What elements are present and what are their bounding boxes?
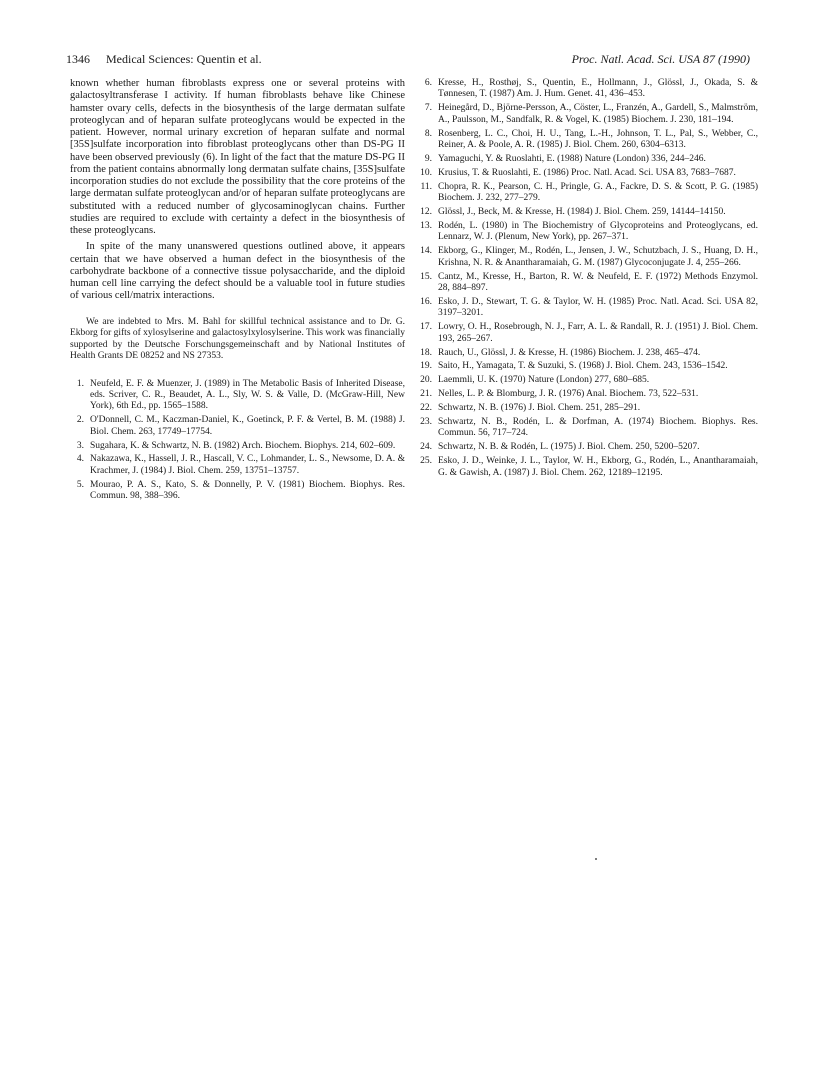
reference-item	[70, 480, 405, 503]
reference-number: 13.	[420, 220, 432, 231]
reference-list-right	[418, 78, 758, 479]
reference-item	[70, 415, 405, 438]
reference-text: Kresse, H., Rosthøj, S., Quentin, E., Hollmann, J., Glössl, J., Okada, S. & Tønnesen, T. (1987) Am. J. Hum. Genet. 41, 436–453.	[438, 78, 758, 100]
reference-text: Mourao, P. A. S., Kato, S. & Donnelly, P. V. (1981) Biochem. Biophys. Res. Commun. 98, 388–396.	[90, 479, 405, 502]
reference-number: 12.	[420, 207, 432, 218]
reference-item	[418, 389, 758, 400]
reference-item	[418, 361, 758, 372]
reference-item	[70, 454, 405, 477]
running-head: Medical Sciences: Quentin et al.	[106, 52, 262, 66]
reference-text: Laemmli, U. K. (1970) Nature (London) 277, 680–685.	[438, 375, 650, 386]
reference-text: Glössl, J., Beck, M. & Kresse, H. (1984) J. Biol. Chem. 259, 14144–14150.	[438, 207, 726, 218]
reference-number: 22.	[420, 403, 432, 414]
reference-number: 5.	[76, 479, 84, 490]
reference-number: 2.	[76, 415, 84, 426]
reference-text: Chopra, R. K., Pearson, C. H., Pringle, G. A., Fackre, D. S. & Scott, P. G. (1985) Biochem. J. 232, 277–279.	[438, 181, 758, 204]
reference-number: 9.	[424, 153, 432, 164]
reference-item	[418, 103, 758, 126]
reference-text: Schwartz, N. B., Rodén, L. & Dorfman, A. (1974) Biochem. Biophys. Res. Commun. 56, 717–724.	[438, 417, 758, 439]
reference-number: 14.	[420, 246, 432, 257]
reference-text: Schwartz, N. B. & Rodén, L. (1975) J. Biol. Chem. 250, 5200–5207.	[438, 442, 700, 453]
reference-number: 8.	[424, 128, 432, 139]
reference-text: Neufeld, E. F. & Muenzer, J. (1989) in The Metabolic Basis of Inherited Disease, eds. Scriver, C. R., Beaudet, A. L., Sly, W. S. & Valle, D. (McGraw-Hill, New York), 6th Ed., pp. 1565–1588.	[90, 378, 405, 412]
reference-number: 11.	[420, 181, 432, 192]
reference-number: 10.	[420, 167, 432, 178]
reference-item	[418, 403, 758, 414]
body-paragraph: known whether human fibroblasts express one or several proteins with galactosyltransferase I activity. If human fibroblasts behave like Chinese hamster ovary cells, defects in the biosynthesis of the large dermatan sulfate proteoglycan and of heparan sulfate proteoglycans would be expected in the patient. However, normal urinary excretion of heparan sulfate and normal [35S]sulfate incorporation into fibroblast proteoglycans other than DS-PG II have been observed previously (6). In light of the fact that the mature DS-PG II from the patient contains abnormally long dermatan sulfate chains, [35S]sulfate incorporation studies do not exclude the possibility that the core proteins of the large dermatan sulfate proteoglycan and/or of heparan sulfate proteoglycans are substituted with a reduced number of glycosaminoglycan chains. Further studies are required to exclude with certainty a defect in the biosynthesis of these proteoglycans.	[70, 78, 405, 236]
reference-item	[70, 379, 405, 413]
page-header	[66, 52, 750, 68]
reference-item	[418, 207, 758, 218]
reference-text: Nakazawa, K., Hassell, J. R., Hascall, V. C., Lohmander, L. S., Newsome, D. A. & Krachmer, J. (1984) J. Biol. Chem. 259, 13751–13757.	[90, 454, 405, 476]
reference-text: Krusius, T. & Ruoslahti, E. (1986) Proc. Natl. Acad. Sci. USA 83, 7683–7687.	[438, 167, 736, 178]
reference-number: 21.	[420, 389, 432, 400]
reference-item	[418, 168, 758, 179]
reference-text: Rosenberg, L. C., Choi, H. U., Tang, L.-H., Johnson, T. L., Pal, S., Webber, C., Reiner, A. & Poole, A. R. (1985) J. Biol. Chem. 260, 6304–6313.	[438, 128, 758, 151]
reference-text: Esko, J. D., Weinke, J. L., Taylor, W. H., Ekborg, G., Rodén, L., Anantharamaiah, G. & Gawish, A. (1987) J. Biol. Chem. 262, 12189–12195.	[438, 456, 758, 478]
reference-item	[418, 154, 758, 165]
reference-number: 25.	[420, 456, 432, 467]
reference-number: 20.	[420, 375, 432, 386]
reference-number: 4.	[76, 454, 84, 465]
reference-item	[418, 182, 758, 205]
reference-item	[418, 322, 758, 345]
right-column	[418, 78, 758, 482]
reference-text: Esko, J. D., Stewart, T. G. & Taylor, W. H. (1985) Proc. Natl. Acad. Sci. USA 82, 3197–3201.	[438, 296, 758, 319]
reference-text: Saito, H., Yamagata, T. & Suzuki, S. (1968) J. Biol. Chem. 243, 1536–1542.	[438, 361, 728, 372]
reference-text: Schwartz, N. B. (1976) J. Biol. Chem. 251, 285–291.	[438, 403, 641, 414]
reference-number: 19.	[420, 361, 432, 372]
reference-text: Cantz, M., Kresse, H., Barton, R. W. & Neufeld, E. F. (1972) Methods Enzymol. 28, 884–897.	[438, 271, 758, 293]
reference-text: Rauch, U., Glössl, J. & Kresse, H. (1986) Biochem. J. 238, 465–474.	[438, 347, 701, 358]
reference-item	[418, 348, 758, 359]
reference-item	[418, 272, 758, 295]
acknowledgment: We are indebted to Mrs. M. Bahl for skillful technical assistance and to Dr. G. Ekborg for gifts of xylosylserine and galactosylxylosylserine. This work was financially supported by the Deutsche Forschungsgemeinschaft and by National Institutes of Health Grants DE 08252 and NS 27353.	[70, 316, 405, 361]
reference-text: Rodén, L. (1980) in The Biochemistry of Glycoproteins and Proteoglycans, ed. Lennarz, W. J. (Plenum, New York), pp. 267–371.	[438, 220, 758, 243]
reference-number: 24.	[420, 442, 432, 453]
left-column	[70, 78, 405, 505]
reference-number: 6.	[424, 78, 432, 88]
reference-item	[418, 456, 758, 479]
reference-text: Ekborg, G., Klinger, M., Rodén, L., Jensen, J. W., Schutzbach, J. S., Huang, D. H., Krishna, N. R. & Anantharamaiah, G. M. (1987) Glycoconjugate J. 4, 255–266.	[438, 246, 758, 268]
reference-item	[418, 221, 758, 244]
reference-list-left	[70, 379, 405, 503]
reference-item	[418, 417, 758, 440]
reference-text: Lowry, O. H., Rosebrough, N. J., Farr, A. L. & Randall, R. J. (1951) J. Biol. Chem. 193, 265–267.	[438, 322, 758, 344]
reference-text: O'Donnell, C. M., Kaczman-Daniel, K., Goetinck, P. F. & Vertel, B. M. (1988) J. Biol. Chem. 263, 17749–17754.	[90, 415, 405, 437]
reference-item	[418, 129, 758, 152]
reference-item	[418, 246, 758, 269]
reference-text: Heinegård, D., Björne-Persson, A., Cöster, L., Franzén, A., Gardell, S., Malmström, A., Paulsson, M., Sandfalk, R. & Vogel, K. (1985) Biochem. J. 230, 181–194.	[438, 103, 758, 125]
reference-item	[418, 375, 758, 386]
reference-number: 1.	[76, 378, 84, 389]
reference-item	[418, 442, 758, 453]
reference-text: Yamaguchi, Y. & Ruoslahti, E. (1988) Nature (London) 336, 244–246.	[438, 153, 706, 164]
page-number: 1346	[66, 52, 90, 66]
reference-number: 3.	[76, 440, 84, 451]
reference-number: 7.	[424, 103, 432, 114]
body-paragraph: In spite of the many unanswered questions outlined above, it appears certain that we have observed a human defect in the biosynthesis of the carbohydrate backbone of a connective tissue polysaccharide, and the diploid human cell line carrying the defect should be a valuable tool in future studies of various cell/matrix interactions.	[70, 241, 405, 302]
print-speck	[595, 858, 597, 860]
reference-item	[418, 78, 758, 101]
journal-citation: Proc. Natl. Acad. Sci. USA 87 (1990)	[571, 52, 750, 66]
reference-item	[70, 441, 405, 452]
reference-number: 15.	[420, 271, 432, 282]
reference-number: 23.	[420, 417, 432, 428]
reference-text: Nelles, L. P. & Blomburg, J. R. (1976) Anal. Biochem. 73, 522–531.	[438, 389, 699, 400]
reference-number: 18.	[420, 347, 432, 358]
reference-number: 17.	[420, 322, 432, 333]
reference-number: 16.	[420, 296, 432, 307]
reference-item	[418, 297, 758, 320]
reference-text: Sugahara, K. & Schwartz, N. B. (1982) Arch. Biochem. Biophys. 214, 602–609.	[90, 440, 396, 451]
